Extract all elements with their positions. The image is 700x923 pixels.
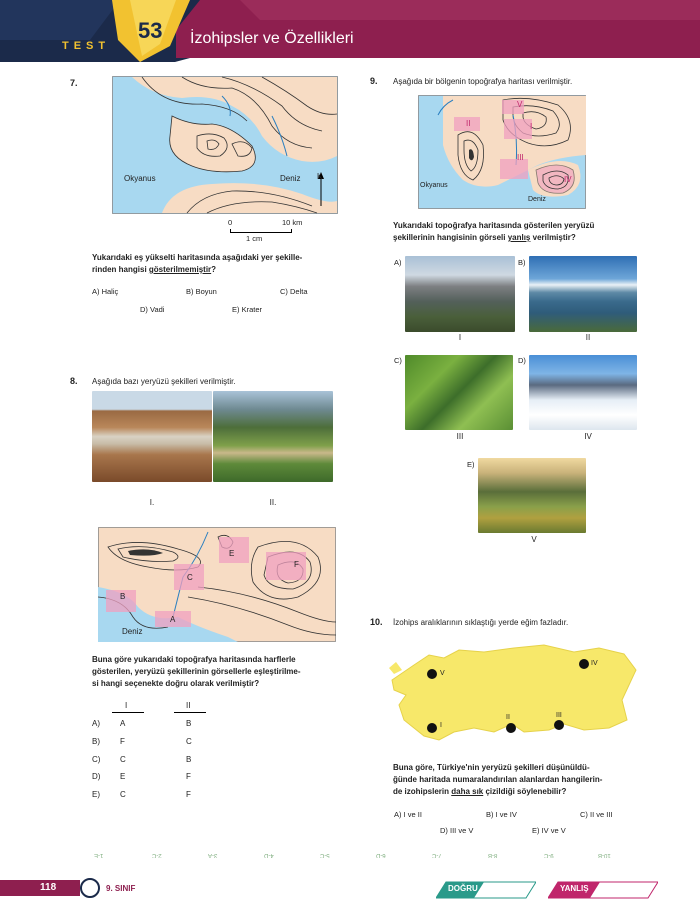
q9-map-label-v: V	[517, 100, 523, 109]
q10-label-i: I	[440, 722, 442, 729]
q8-map-label-e: E	[229, 549, 235, 558]
answer-key-5: 5-C	[320, 852, 330, 858]
q10-option-b[interactable]: B) I ve IV	[486, 810, 517, 819]
q7-scale-line	[230, 229, 292, 233]
q9-ocean-label: Okyanus	[420, 182, 448, 189]
q9-photo-c[interactable]	[405, 355, 513, 430]
q9-option-d[interactable]: D)	[518, 356, 526, 365]
q7-scale-unit: 1 cm	[246, 234, 263, 243]
q9-photo-caption-a: I	[458, 333, 462, 342]
q10-label-v: V	[440, 670, 445, 677]
q9-photo-e[interactable]	[478, 458, 586, 533]
header-bar	[0, 0, 700, 62]
q7-ocean-label: Okyanus	[124, 174, 156, 183]
page-title: İzohipsler ve Özellikleri	[190, 30, 354, 47]
q10-label-iii: III	[556, 712, 562, 719]
q8-map	[98, 527, 336, 642]
wrong-label: YANLIŞ	[560, 884, 589, 893]
q10-intro: İzohips aralıklarının sıklaştığı yerde eğim fazladır.	[393, 618, 569, 627]
q8-table-rule-i	[112, 712, 144, 713]
q8-table-head-ii: II	[186, 701, 191, 710]
q9-stem-line1: Yukarıdaki topoğrafya haritasında gösterilen yeryüzü	[393, 221, 595, 230]
q8-number: 8.	[70, 376, 78, 386]
q9-photo-a[interactable]	[405, 256, 515, 332]
answer-key-7: 7-C	[432, 852, 442, 858]
q7-scale-start: 0	[228, 218, 233, 227]
q10-turkey-map	[384, 640, 644, 748]
q10-stem-line3: de izohipslerin daha sık çizildiği söylenebilir?	[393, 787, 567, 796]
correct-label: DOĞRU	[448, 884, 478, 893]
q9-photo-caption-d: IV	[584, 432, 592, 441]
q10-stem-line2: ğünde haritada numaralandırılan alanlardan hangilerin-	[393, 775, 603, 784]
q9-map	[418, 95, 586, 209]
q8-photo-crater	[92, 391, 212, 482]
q9-photo-caption-e: V	[531, 535, 537, 544]
q8-map-label-f: F	[294, 560, 299, 569]
q8-map-label-b: B	[120, 592, 126, 601]
q9-stem	[393, 220, 653, 244]
q8-contour-map	[98, 527, 336, 642]
q10-turkey-outline	[384, 640, 644, 748]
q9-photo-d[interactable]	[529, 355, 637, 430]
q7-option-d[interactable]: D) Vadi	[140, 305, 165, 314]
q10-option-e[interactable]: E) IV ve V	[532, 826, 566, 835]
q8-table-rule-ii	[174, 712, 206, 713]
q8-stem	[92, 654, 342, 690]
q10-number: 10.	[370, 617, 383, 627]
q8-row-c[interactable]: C) C B	[92, 755, 192, 764]
q9-number: 9.	[370, 76, 378, 86]
q8-table-head-i: I	[125, 701, 128, 710]
q8-photo-valley	[213, 391, 333, 482]
answer-key-1: 1-E	[94, 852, 104, 858]
q9-photo-caption-b: II	[585, 333, 591, 342]
answer-key-8: 8-B	[488, 852, 498, 858]
q7-number: 7.	[70, 78, 78, 88]
q8-row-e[interactable]: E) C F	[92, 790, 191, 799]
q8-photo-caption-2: II.	[269, 498, 277, 507]
q10-label-ii: II	[506, 714, 510, 721]
q10-stem-line1: Buna göre, Türkiye'nin yeryüzü şekilleri düşünüldü-	[393, 763, 590, 772]
q9-stem-line2: şekillerinin hangisinin görseli yanlış verilmiştir?	[393, 233, 576, 242]
q8-map-label-a: A	[170, 615, 176, 624]
q10-stem	[393, 762, 651, 798]
q8-photo-caption-1: I.	[149, 498, 155, 507]
q7-scale-end: 10 km	[282, 218, 303, 227]
grade-label: 9. SINIF	[106, 884, 136, 893]
answer-key-6: 6-D	[376, 852, 386, 858]
q7-option-e[interactable]: E) Krater	[232, 305, 263, 314]
q9-option-b[interactable]: B)	[518, 258, 526, 267]
q10-option-c[interactable]: C) II ve III	[580, 810, 613, 819]
q9-intro: Aşağıda bir bölgenin topoğrafya haritası verilmiştir.	[393, 77, 573, 86]
q8-row-b[interactable]: B) F C	[92, 737, 192, 746]
q9-photo-caption-c: III	[456, 432, 464, 441]
q10-option-a[interactable]: A) I ve II	[394, 810, 422, 819]
q9-photo-b[interactable]	[529, 256, 637, 332]
q8-row-a[interactable]: A) A B	[92, 719, 192, 728]
q7-option-a[interactable]: A) Haliç	[92, 287, 119, 296]
answer-key-2: 2-C	[152, 852, 162, 858]
q10-option-d[interactable]: D) III ve V	[440, 826, 474, 835]
q9-sea-label: Deniz	[528, 196, 546, 203]
q8-map-label-c: C	[187, 573, 193, 582]
q7-map	[112, 76, 338, 214]
answer-key-10: 10-B	[598, 852, 611, 858]
q9-map-label-iii: III	[517, 153, 524, 162]
answer-key-9: 9-C	[544, 852, 554, 858]
q9-map-label-i: I	[530, 122, 533, 131]
q8-stem-line3: si hangi seçenekte doğru olarak verilmiştir?	[92, 679, 260, 688]
page-number: 118	[40, 882, 57, 893]
q8-stem-line1: Buna göre yukarıdaki topoğrafya haritasında harflerle	[92, 655, 296, 664]
q7-stem-line1: Yukarıdaki eş yükselti haritasında aşağıdaki yer şekille-	[92, 253, 303, 262]
q7-north-label: K	[317, 172, 323, 181]
q9-option-e[interactable]: E)	[467, 460, 475, 469]
q9-contour-map	[418, 95, 586, 209]
q7-stem	[92, 252, 342, 276]
test-label: TEST	[62, 40, 111, 52]
q7-stem-line2: rinden hangisi gösterilmemiştir?	[92, 265, 217, 274]
q9-map-label-iv: IV	[564, 175, 572, 184]
q8-stem-line2: gösterilen, yeryüzü şekillerinin görsellerle eşleştirilme-	[92, 667, 301, 676]
q8-sea-label: Deniz	[122, 627, 143, 636]
q8-intro: Aşağıda bazı yeryüzü şekilleri verilmiştir.	[92, 377, 236, 386]
answer-key-4: 4-D	[264, 852, 274, 858]
answer-key-3: 3-A	[208, 852, 218, 858]
q9-map-label-ii: II	[466, 119, 471, 128]
q7-scale	[228, 218, 308, 246]
q8-answer-table	[92, 701, 232, 801]
test-number: 53	[138, 18, 163, 43]
q7-contour-map	[112, 76, 338, 214]
q9-option-a[interactable]: A)	[394, 258, 402, 267]
q7-option-c[interactable]: C) Delta	[280, 287, 308, 296]
q8-row-d[interactable]: D) E F	[92, 772, 191, 781]
q10-label-iv: IV	[591, 660, 598, 667]
q7-option-b[interactable]: B) Boyun	[186, 287, 217, 296]
q9-option-c[interactable]: C)	[394, 356, 402, 365]
publisher-logo-icon	[80, 878, 100, 898]
q7-sea-label: Deniz	[280, 174, 301, 183]
